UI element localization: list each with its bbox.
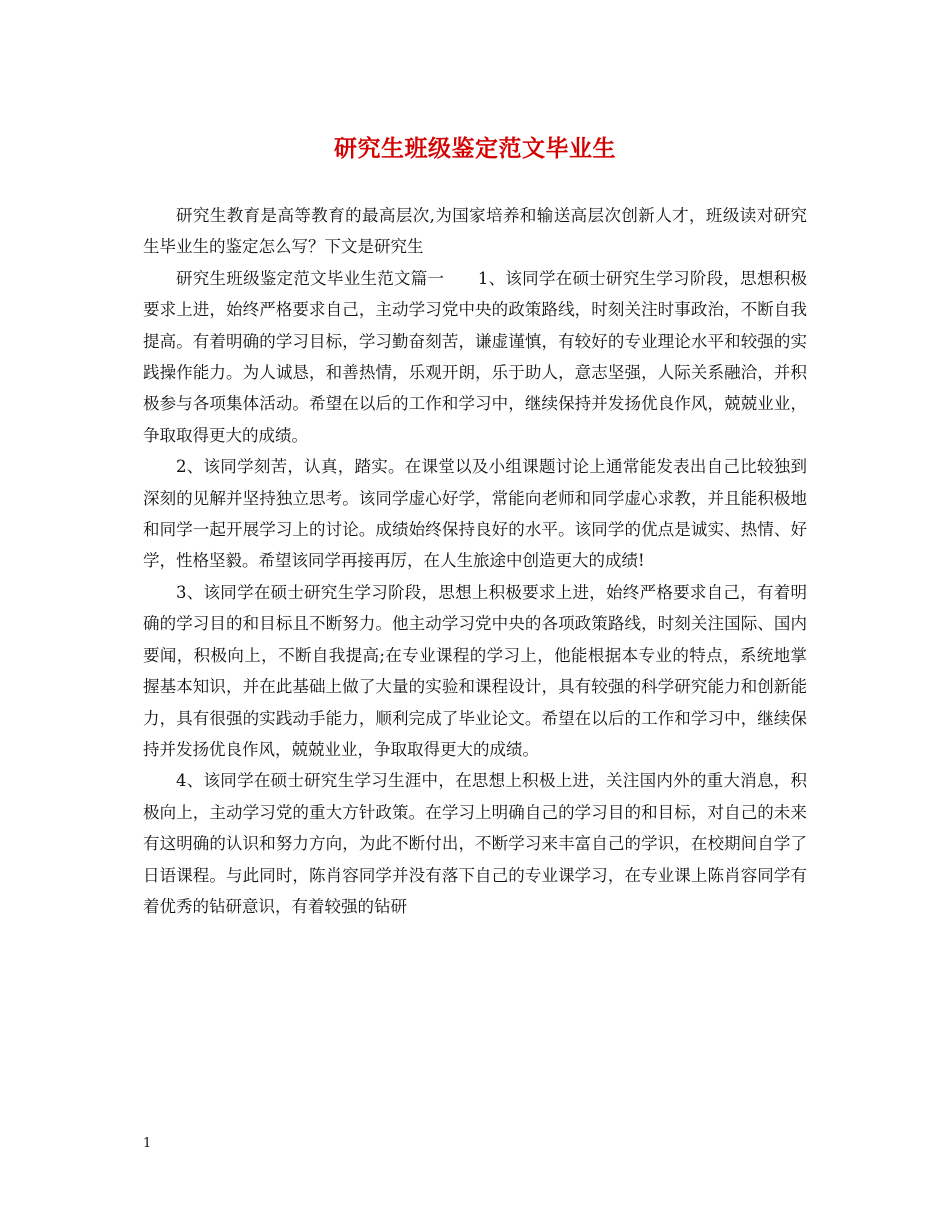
document-body (143, 200, 807, 922)
page-number: 1 (143, 1136, 152, 1151)
paragraph-4: 4、该同学在硕士研究生学习生涯中，在思想上积极上进，关注国内外的重大消息，积极向上，主动学习党的重大方针政策。在学习上明确自己的学习目的和目标，对自己的未来有这明确的认识和努力方向，为此不断付出，不断学习来丰富自己的学识，在校期间自学了日语课程。与此同时，陈肖容同学并没有落下自己的专业课学习，在专业课上陈肖容同学有着优秀的钻研意识，有着较强的钻研 (143, 771, 807, 916)
document-title: 研究生班级鉴定范文毕业生 (334, 135, 616, 162)
paragraph-3: 3、该同学在硕士研究生学习阶段，思想上积极要求上进，始终严格要求自己，有着明确的学习目的和目标且不断努力。他主动学习党中央的各项政策路线，时刻关注国际、国内要闻，积极向上，不断自我提高;在专业课程的学习上，他能根据本专业的特点，系统地掌握基本知识，并在此基础上做了大量的实验和课程设计，具有较强的科学研究能力和创新能力，具有很强的实践动手能力，顺利完成了毕业论文。希望在以后的工作和学习中，继续保持并发扬优良作风，兢兢业业，争取取得更大的成绩。 (143, 582, 807, 759)
paragraph-2: 2、该同学刻苦，认真，踏实。在课堂以及小组课题讨论上通常能发表出自己比较独到深刻的见解并坚持独立思考。该同学虚心好学，常能向老师和同学虚心求教，并且能积极地和同学一起开展学习上的讨论。成绩始终保持良好的水平。该同学的优点是诚实、热情、好学，性格坚毅。希望该同学再接再厉，在人生旅途中创造更大的成绩! (143, 457, 807, 571)
paragraph-intro: 研究生教育是高等教育的最高层次,为国家培养和输送高层次创新人才，班级读对研究生毕业生的鉴定怎么写？下文是研究生 (143, 206, 807, 257)
paragraph-1: 研究生班级鉴定范文毕业生范文篇一 1、该同学在硕士研究生学习阶段，思想积极要求上进，始终严格要求自己，主动学习党中央的政策路线，时刻关注时事政治，不断自我提高。有着明确的学习目标，学习勤奋刻苦，谦虚谨慎，有较好的专业理论水平和较强的实践操作能力。为人诚恳，和善热情，乐观开朗，乐于助人，意志坚强，人际关系融洽，并积极参与各项集体活动。希望在以后的工作和学习中，继续保持并发扬优良作风，兢兢业业，争取取得更大的成绩。 (143, 268, 807, 445)
